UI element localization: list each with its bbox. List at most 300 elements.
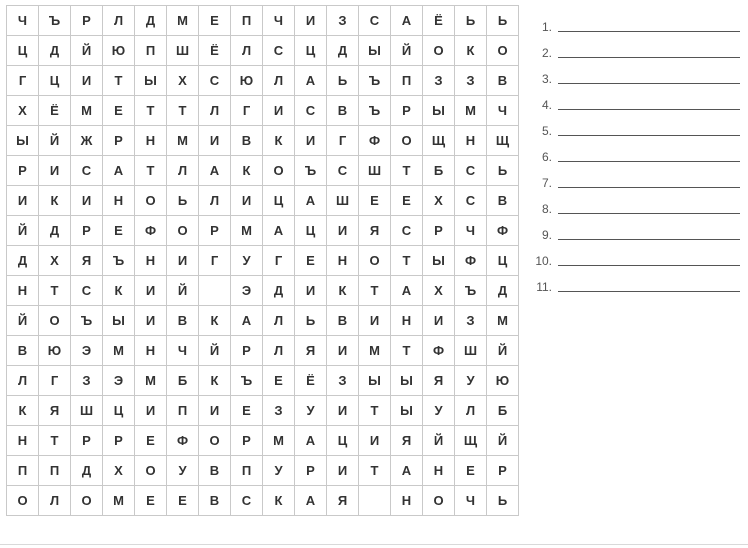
grid-cell: В <box>487 186 519 216</box>
grid-cell: М <box>263 426 295 456</box>
grid-row <box>7 456 519 486</box>
grid-cell: О <box>359 246 391 276</box>
answer-row <box>526 34 740 60</box>
grid-cell: Р <box>7 156 39 186</box>
grid-cell: Й <box>199 336 231 366</box>
grid-row <box>7 426 519 456</box>
grid-cell: Ю <box>231 66 263 96</box>
grid-cell: У <box>263 456 295 486</box>
grid-row <box>7 366 519 396</box>
grid-cell: Д <box>327 36 359 66</box>
grid-cell: Р <box>423 216 455 246</box>
answer-blank-line[interactable] <box>558 95 740 110</box>
answer-blank-line[interactable] <box>558 121 740 136</box>
grid-cell: В <box>167 306 199 336</box>
grid-cell: З <box>71 366 103 396</box>
grid-cell: Е <box>391 186 423 216</box>
answer-blank-line[interactable] <box>558 147 740 162</box>
grid-cell: К <box>263 486 295 516</box>
grid-cell: В <box>327 96 359 126</box>
grid-cell: Е <box>167 486 199 516</box>
grid-cell: У <box>167 456 199 486</box>
grid-cell: Т <box>167 96 199 126</box>
grid-cell: Э <box>71 336 103 366</box>
grid-cell: Ц <box>39 66 71 96</box>
grid-cell: Г <box>231 96 263 126</box>
grid-cell: А <box>295 486 327 516</box>
grid-cell: Т <box>391 156 423 186</box>
grid-cell: К <box>39 186 71 216</box>
grid-cell: Е <box>135 486 167 516</box>
grid-cell <box>199 276 231 306</box>
grid-cell: Л <box>263 66 295 96</box>
grid-cell: К <box>199 306 231 336</box>
grid-cell: Е <box>455 456 487 486</box>
grid-cell: Ы <box>391 396 423 426</box>
grid-cell: А <box>263 216 295 246</box>
grid-cell: Н <box>103 186 135 216</box>
grid-cell: Г <box>263 246 295 276</box>
grid-cell: Н <box>391 306 423 336</box>
grid-cell: О <box>167 216 199 246</box>
grid-cell: Х <box>423 276 455 306</box>
grid-cell: Ш <box>359 156 391 186</box>
grid-cell: С <box>295 96 327 126</box>
grid-cell: Ф <box>455 246 487 276</box>
grid-cell: Ъ <box>39 6 71 36</box>
grid-cell: Н <box>391 486 423 516</box>
grid-cell: Е <box>359 186 391 216</box>
grid-cell: Ш <box>167 36 199 66</box>
bottom-divider <box>0 544 748 545</box>
grid-cell: Б <box>423 156 455 186</box>
grid-row <box>7 246 519 276</box>
grid-cell: А <box>103 156 135 186</box>
grid-cell: Р <box>71 426 103 456</box>
grid-cell: Й <box>71 36 103 66</box>
grid-cell: Д <box>263 276 295 306</box>
grid-cell: Ы <box>423 96 455 126</box>
grid-cell: М <box>359 336 391 366</box>
grid-cell: З <box>327 6 359 36</box>
grid-cell: И <box>199 126 231 156</box>
grid-cell: Т <box>39 276 71 306</box>
grid-cell: Я <box>39 396 71 426</box>
grid-cell: Х <box>7 96 39 126</box>
grid-cell: Г <box>327 126 359 156</box>
answer-row <box>526 8 740 34</box>
grid-cell: К <box>103 276 135 306</box>
grid-cell: Т <box>103 66 135 96</box>
grid-cell: Я <box>359 216 391 246</box>
grid-cell: Е <box>199 6 231 36</box>
grid-cell: А <box>295 66 327 96</box>
grid-cell: И <box>327 336 359 366</box>
grid-cell: Ц <box>7 36 39 66</box>
grid-cell: Ы <box>423 246 455 276</box>
grid-cell: Ы <box>359 366 391 396</box>
grid-cell: Т <box>359 396 391 426</box>
grid-cell: Ч <box>487 96 519 126</box>
grid-cell: Л <box>39 486 71 516</box>
answer-row <box>526 60 740 86</box>
grid-cell: И <box>71 186 103 216</box>
grid-cell: Н <box>423 456 455 486</box>
grid-cell: Ъ <box>359 96 391 126</box>
answer-blank-line[interactable] <box>558 277 740 292</box>
grid-cell: Д <box>135 6 167 36</box>
grid-cell: Е <box>103 96 135 126</box>
grid-cell: Э <box>231 276 263 306</box>
grid-cell: Щ <box>423 126 455 156</box>
grid-cell: Я <box>423 366 455 396</box>
grid-cell: Г <box>39 366 71 396</box>
answer-number: 4. <box>541 98 552 112</box>
grid-cell: П <box>231 6 263 36</box>
grid-cell: Л <box>167 156 199 186</box>
grid-cell: Т <box>135 156 167 186</box>
grid-cell: К <box>231 156 263 186</box>
grid-cell: М <box>167 6 199 36</box>
grid-cell: Щ <box>487 126 519 156</box>
grid-row <box>7 156 519 186</box>
grid-cell: П <box>135 36 167 66</box>
grid-cell: Р <box>199 216 231 246</box>
grid-cell: К <box>7 396 39 426</box>
grid-cell: М <box>103 336 135 366</box>
grid-cell: Ь <box>295 306 327 336</box>
grid-cell: Ь <box>327 66 359 96</box>
grid-cell: Ъ <box>231 366 263 396</box>
grid-cell: Р <box>295 456 327 486</box>
grid-row <box>7 126 519 156</box>
grid-cell: З <box>327 366 359 396</box>
grid-cell: И <box>295 276 327 306</box>
grid-cell: П <box>39 456 71 486</box>
grid-cell: М <box>71 96 103 126</box>
grid-cell: Л <box>455 396 487 426</box>
grid-cell: У <box>231 246 263 276</box>
grid-cell: Х <box>39 246 71 276</box>
grid-cell: Н <box>455 126 487 156</box>
grid-cell: Е <box>295 246 327 276</box>
grid-cell: Й <box>167 276 199 306</box>
grid-cell: З <box>455 306 487 336</box>
grid-cell: З <box>455 66 487 96</box>
grid-cell: Ш <box>71 396 103 426</box>
grid-row <box>7 66 519 96</box>
grid-cell: С <box>71 156 103 186</box>
grid-cell: Л <box>231 36 263 66</box>
answer-row <box>526 86 740 112</box>
grid-cell: И <box>327 216 359 246</box>
grid-row <box>7 336 519 366</box>
grid-cell: О <box>487 36 519 66</box>
grid-cell: В <box>7 336 39 366</box>
grid-cell: Ц <box>487 246 519 276</box>
grid-cell: С <box>231 486 263 516</box>
grid-cell: Л <box>263 336 295 366</box>
grid-cell: М <box>167 126 199 156</box>
grid-cell: Ё <box>295 366 327 396</box>
grid-cell: К <box>199 366 231 396</box>
grid-cell: М <box>231 216 263 246</box>
grid-cell: Ц <box>103 396 135 426</box>
grid-cell: И <box>359 426 391 456</box>
grid-cell: Ф <box>359 126 391 156</box>
grid-cell: Ъ <box>359 66 391 96</box>
grid-cell: О <box>423 36 455 66</box>
grid-cell: В <box>199 486 231 516</box>
grid-row <box>7 486 519 516</box>
grid-cell: Ъ <box>455 276 487 306</box>
grid-cell: Х <box>103 456 135 486</box>
grid-cell: Р <box>103 426 135 456</box>
grid-row <box>7 276 519 306</box>
grid-cell: Ъ <box>71 306 103 336</box>
grid-cell: И <box>327 456 359 486</box>
grid-cell: О <box>135 186 167 216</box>
grid-cell: Г <box>7 66 39 96</box>
grid-cell: Ы <box>135 66 167 96</box>
grid-cell: А <box>295 426 327 456</box>
grid-cell: О <box>423 486 455 516</box>
grid-cell: Ё <box>39 96 71 126</box>
grid-cell: Т <box>391 246 423 276</box>
grid-cell: М <box>135 366 167 396</box>
grid-cell: И <box>135 396 167 426</box>
grid-cell: Н <box>327 246 359 276</box>
grid-cell: И <box>39 156 71 186</box>
grid-cell: Ф <box>135 216 167 246</box>
grid-cell: Е <box>135 426 167 456</box>
grid-cell: Ф <box>487 216 519 246</box>
grid-cell: О <box>391 126 423 156</box>
grid-cell: Ь <box>487 486 519 516</box>
grid-cell: С <box>455 186 487 216</box>
grid-cell: У <box>455 366 487 396</box>
answer-blank-line[interactable] <box>558 173 740 188</box>
grid-cell: Ь <box>487 156 519 186</box>
answer-blank-line[interactable] <box>558 43 740 58</box>
grid-cell: А <box>391 276 423 306</box>
answer-number: 11. <box>536 280 552 294</box>
grid-cell: Л <box>7 366 39 396</box>
grid-cell: И <box>167 246 199 276</box>
grid-cell: Щ <box>455 426 487 456</box>
grid-cell: Я <box>71 246 103 276</box>
grid-cell: Р <box>103 126 135 156</box>
grid-cell: И <box>7 186 39 216</box>
grid-cell: Т <box>39 426 71 456</box>
grid-cell: В <box>199 456 231 486</box>
grid-cell: А <box>391 456 423 486</box>
grid-cell: Ю <box>39 336 71 366</box>
grid-cell: Н <box>135 126 167 156</box>
grid-cell: Н <box>7 426 39 456</box>
grid-cell: Р <box>71 216 103 246</box>
grid-cell: Ч <box>263 6 295 36</box>
answer-number: 2. <box>541 46 552 60</box>
grid-cell: И <box>135 276 167 306</box>
grid-row <box>7 306 519 336</box>
grid-cell: Э <box>103 366 135 396</box>
grid-cell: Д <box>39 36 71 66</box>
grid-cell: Д <box>39 216 71 246</box>
grid-cell: Н <box>7 276 39 306</box>
grid-cell: Р <box>231 426 263 456</box>
grid-cell: Л <box>103 6 135 36</box>
grid-cell: Х <box>167 66 199 96</box>
answer-row <box>526 216 740 242</box>
grid-cell: Ы <box>359 36 391 66</box>
grid-cell: В <box>231 126 263 156</box>
answer-row <box>526 164 740 190</box>
grid-row <box>7 96 519 126</box>
grid-cell: И <box>231 186 263 216</box>
grid-cell: М <box>487 306 519 336</box>
grid-cell: Й <box>487 426 519 456</box>
grid-cell: Й <box>487 336 519 366</box>
grid-cell: Ч <box>167 336 199 366</box>
grid-row <box>7 36 519 66</box>
answer-row <box>526 138 740 164</box>
grid-cell: Е <box>231 396 263 426</box>
grid-cell: Д <box>7 246 39 276</box>
grid-cell: Х <box>423 186 455 216</box>
grid-cell: Ё <box>423 6 455 36</box>
grid-cell: И <box>135 306 167 336</box>
grid-cell: У <box>423 396 455 426</box>
grid-cell: И <box>327 396 359 426</box>
grid-row <box>7 396 519 426</box>
grid-cell: И <box>295 6 327 36</box>
word-search-grid <box>6 5 519 516</box>
grid-cell: Й <box>423 426 455 456</box>
grid-cell: Ь <box>455 6 487 36</box>
grid-cell: Я <box>295 336 327 366</box>
answer-number: 10. <box>535 254 552 268</box>
grid-cell: Р <box>391 96 423 126</box>
answer-list <box>526 8 740 294</box>
grid-cell: Т <box>359 276 391 306</box>
grid-cell: Й <box>391 36 423 66</box>
grid-cell: Ъ <box>103 246 135 276</box>
grid-cell: С <box>391 216 423 246</box>
grid-cell: Ч <box>7 6 39 36</box>
grid-cell: Ф <box>423 336 455 366</box>
grid-cell: Й <box>7 306 39 336</box>
answer-row <box>526 190 740 216</box>
grid-cell: Й <box>39 126 71 156</box>
answer-blank-line[interactable] <box>558 17 740 32</box>
grid-cell: Т <box>359 456 391 486</box>
grid-row <box>7 216 519 246</box>
grid-cell: Ж <box>71 126 103 156</box>
grid-cell: Р <box>71 6 103 36</box>
answer-number: 8. <box>541 202 552 216</box>
grid-cell: И <box>359 306 391 336</box>
grid-cell: Р <box>487 456 519 486</box>
grid-cell: С <box>327 156 359 186</box>
grid-cell: Е <box>103 216 135 246</box>
grid-cell: А <box>231 306 263 336</box>
answer-number: 5. <box>541 124 552 138</box>
answer-number: 3. <box>541 72 552 86</box>
grid-cell: И <box>295 126 327 156</box>
grid-cell: Б <box>167 366 199 396</box>
grid-cell: П <box>391 66 423 96</box>
grid-cell: П <box>7 456 39 486</box>
grid-cell: С <box>359 6 391 36</box>
grid-cell: А <box>199 156 231 186</box>
grid-row <box>7 6 519 36</box>
grid-cell: Л <box>199 96 231 126</box>
grid-cell: Л <box>199 186 231 216</box>
grid-cell: З <box>423 66 455 96</box>
grid-cell: К <box>455 36 487 66</box>
grid-row <box>7 186 519 216</box>
answer-blank-line[interactable] <box>558 225 740 240</box>
grid-cell: Л <box>263 306 295 336</box>
grid-cell: М <box>103 486 135 516</box>
grid-cell: Н <box>135 246 167 276</box>
grid-cell: Ю <box>487 366 519 396</box>
grid-cell: Д <box>487 276 519 306</box>
grid-cell: Ф <box>167 426 199 456</box>
grid-cell: Т <box>135 96 167 126</box>
grid-cell: П <box>167 396 199 426</box>
answer-blank-line[interactable] <box>558 69 740 84</box>
grid-cell: Ъ <box>295 156 327 186</box>
grid-cell: Ц <box>295 216 327 246</box>
grid-cell: Е <box>263 366 295 396</box>
grid-cell: Ш <box>455 336 487 366</box>
grid-cell: У <box>295 396 327 426</box>
grid-cell: О <box>7 486 39 516</box>
grid-cell: Ы <box>7 126 39 156</box>
grid-cell: Д <box>71 456 103 486</box>
grid-cell: И <box>199 396 231 426</box>
grid-cell: С <box>199 66 231 96</box>
grid-cell: Н <box>135 336 167 366</box>
grid-cell: В <box>487 66 519 96</box>
grid-cell: О <box>199 426 231 456</box>
grid-cell: Ч <box>455 486 487 516</box>
grid-cell: Ы <box>103 306 135 336</box>
grid-cell: С <box>263 36 295 66</box>
grid-cell: И <box>71 66 103 96</box>
answer-blank-line[interactable] <box>558 251 740 266</box>
grid-cell <box>359 486 391 516</box>
answer-number: 6. <box>541 150 552 164</box>
grid-cell: Ц <box>295 36 327 66</box>
grid-cell: О <box>135 456 167 486</box>
grid-cell: К <box>327 276 359 306</box>
grid-cell: Ь <box>167 186 199 216</box>
grid-cell: Ь <box>487 6 519 36</box>
grid-cell: Ц <box>263 186 295 216</box>
grid-cell: А <box>391 6 423 36</box>
grid-cell: Ё <box>199 36 231 66</box>
answer-row <box>526 268 740 294</box>
grid-cell: О <box>71 486 103 516</box>
grid-cell: Р <box>231 336 263 366</box>
grid-cell: Ч <box>455 216 487 246</box>
grid-cell: К <box>263 126 295 156</box>
answer-blank-line[interactable] <box>558 199 740 214</box>
grid-cell: Ы <box>391 366 423 396</box>
